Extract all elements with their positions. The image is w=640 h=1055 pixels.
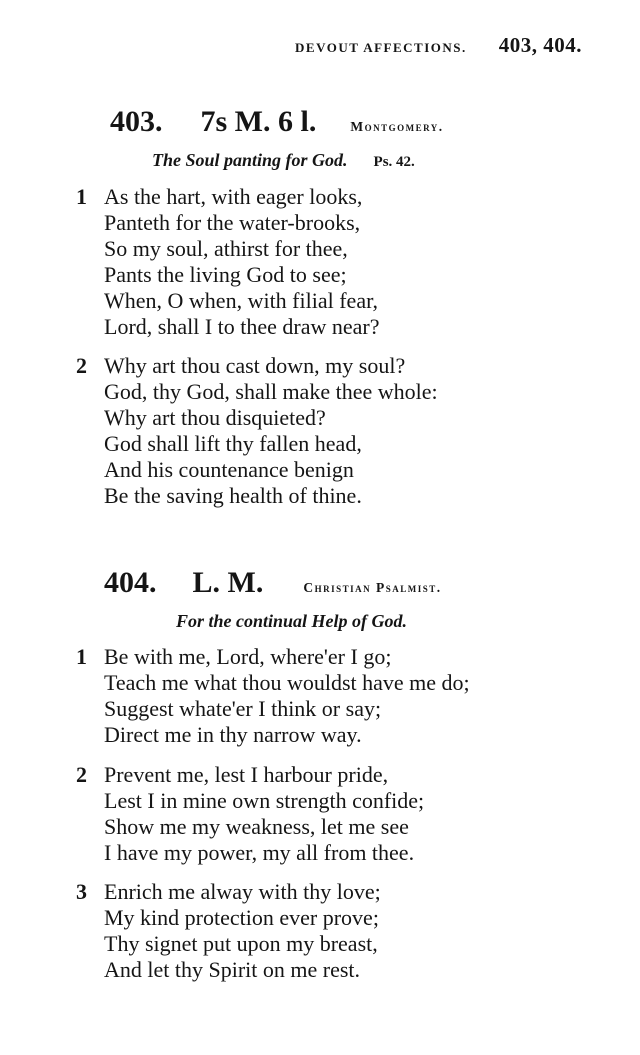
stanza-lines: [104, 353, 438, 509]
verse-line: I have my power, my all from thee.: [104, 840, 415, 865]
verse-line: God, thy God, shall make thee whole:: [104, 379, 438, 404]
running-page-numbers: 403, 404.: [498, 33, 582, 57]
stanza-number: 1: [76, 184, 87, 209]
verse-line: My kind protection ever prove;: [104, 905, 379, 930]
stanza-lines: [104, 644, 470, 748]
verse-line: Suggest whate'er I think or say;: [104, 696, 382, 721]
hymn-subtitle-text: For the continual Help of God.: [176, 611, 408, 631]
hymn-number: 403.: [110, 105, 163, 138]
verse-line: As the hart, with eager looks,: [104, 184, 363, 209]
verse-line: God shall lift thy fallen head,: [104, 431, 362, 456]
verse-line: Lest I in mine own strength confide;: [104, 788, 425, 813]
verse-line: Teach me what thou wouldst have me do;: [104, 670, 470, 695]
hymn-author: Montgomery.: [350, 119, 444, 134]
verse-line: So my soul, athirst for thee,: [104, 236, 348, 261]
verse-line: When, O when, with filial fear,: [104, 288, 379, 313]
hymn-heading: [110, 105, 444, 139]
verse-line: Be with me, Lord, where'er I go;: [104, 644, 392, 669]
verse-line: Why art thou disquieted?: [104, 405, 326, 430]
stanza-lines: [104, 879, 381, 983]
hymn-meter: L. M.: [192, 566, 264, 599]
hymn-subtitle: [152, 150, 415, 171]
hymn-number: 404.: [104, 566, 157, 599]
verse-line: Pants the living God to see;: [104, 262, 347, 287]
verse-line: Why art thou cast down, my soul?: [104, 353, 406, 378]
running-head: [295, 33, 582, 58]
verse-line: Enrich me alway with thy love;: [104, 879, 381, 904]
stanza-lines: [104, 762, 424, 866]
stanza-lines: [104, 184, 380, 340]
verse-line: Be the saving health of thine.: [104, 483, 362, 508]
verse-line: And let thy Spirit on me rest.: [104, 957, 361, 982]
verse-line: Show me my weakness, let me see: [104, 814, 409, 839]
hymn-heading: [104, 566, 442, 600]
verse-line: Thy signet put upon my breast,: [104, 931, 378, 956]
verse-line: Direct me in thy narrow way.: [104, 722, 362, 747]
stanza-number: 2: [76, 762, 87, 787]
verse-line: Lord, shall I to thee draw near?: [104, 314, 380, 339]
hymn-meter: 7s M. 6 l.: [200, 105, 317, 138]
verse-line: Prevent me, lest I harbour pride,: [104, 762, 389, 787]
hymn-author: Christian Psalmist.: [303, 580, 442, 595]
verse-line: And his countenance benign: [104, 457, 354, 482]
hymn-subtitle: [176, 611, 407, 632]
running-title: DEVOUT AFFECTIONS.: [295, 40, 467, 55]
scripture-reference: Ps. 42.: [373, 154, 415, 170]
hymn-subtitle-text: The Soul panting for God.: [152, 150, 348, 170]
verse-line: Panteth for the water-brooks,: [104, 210, 361, 235]
stanza-number: 1: [76, 644, 87, 669]
stanza-number: 2: [76, 353, 87, 378]
stanza-number: 3: [76, 879, 87, 904]
